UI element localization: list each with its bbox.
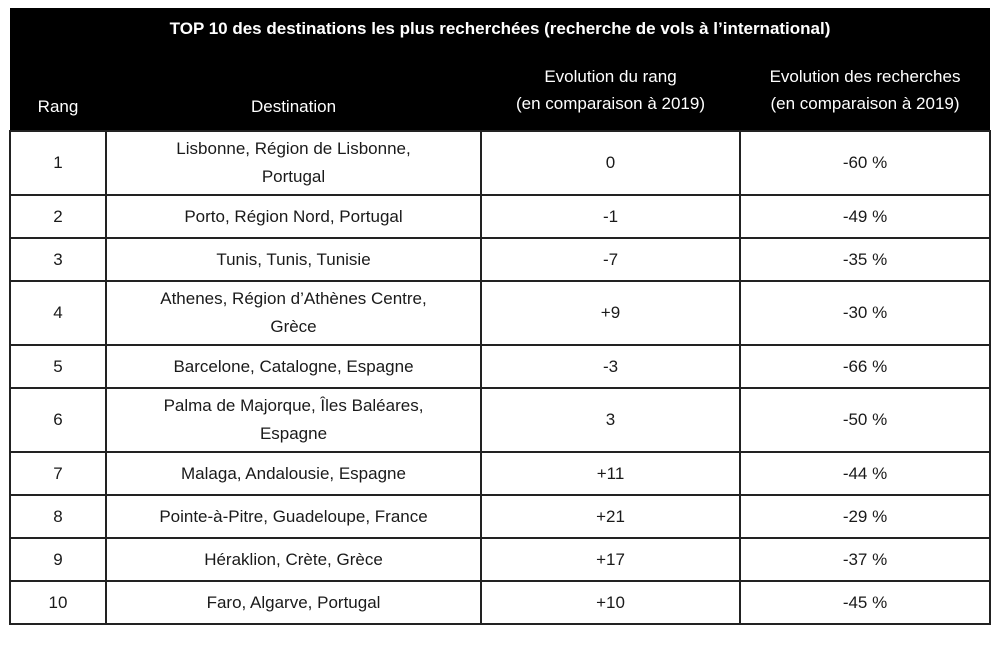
cell-destination [106,495,481,538]
table-row [10,131,990,195]
table-title: TOP 10 des destinations les plus recherchées (recherche de vols à l’international) [10,8,990,50]
cell-destination [106,238,481,281]
cell-evolution-rang: +17 [481,538,740,581]
cell-evolution-rang: +9 [481,281,740,345]
cell-rang: 8 [10,495,106,538]
destination-line1: Palma de Majorque, Îles Baléares, [163,396,424,415]
cell-destination [106,388,481,452]
table-header [10,8,990,131]
destination-line1: Athenes, Région d’Athènes Centre, [160,289,427,308]
cell-rang: 9 [10,538,106,581]
cell-rang: 5 [10,345,106,388]
column-header-evolution-recherches [740,50,990,131]
cell-evolution-recherches: -29 % [740,495,990,538]
cell-evolution-rang: 3 [481,388,740,452]
cell-destination [106,345,481,388]
cell-evolution-recherches: -37 % [740,538,990,581]
cell-rang: 2 [10,195,106,238]
cell-evolution-recherches: -35 % [740,238,990,281]
cell-rang: 7 [10,452,106,495]
destination-line1: Porto, Région Nord, Portugal [184,206,403,226]
cell-destination [106,581,481,624]
destination-line1: Barcelone, Catalogne, Espagne [173,356,414,376]
cell-rang: 3 [10,238,106,281]
column-header-evolution-rang-line2: (en comparaison à 2019) [515,94,705,113]
cell-rang: 4 [10,281,106,345]
column-header-evolution-rang [481,50,740,131]
cell-evolution-rang: +10 [481,581,740,624]
destination-line1: Tunis, Tunis, Tunisie [216,249,371,269]
cell-evolution-rang: -3 [481,345,740,388]
cell-destination [106,131,481,195]
cell-destination [106,195,481,238]
destinations-table [9,8,991,625]
cell-destination [106,452,481,495]
column-header-rang: Rang [10,50,106,131]
cell-evolution-recherches: -60 % [740,131,990,195]
destination-line1: Faro, Algarve, Portugal [206,592,381,612]
table-row [10,495,990,538]
destination-line2: Grèce [270,317,317,336]
cell-evolution-rang: +21 [481,495,740,538]
cell-evolution-recherches: -66 % [740,345,990,388]
column-header-evolution-rang-line1: Evolution du rang [544,67,677,86]
table-row [10,281,990,345]
table-row [10,452,990,495]
cell-evolution-rang: 0 [481,131,740,195]
cell-evolution-recherches: -45 % [740,581,990,624]
cell-evolution-recherches: -30 % [740,281,990,345]
cell-evolution-recherches: -49 % [740,195,990,238]
table-row [10,195,990,238]
table-row [10,581,990,624]
cell-destination [106,538,481,581]
cell-evolution-recherches: -50 % [740,388,990,452]
table-row [10,538,990,581]
destination-line2: Espagne [259,424,328,443]
cell-rang: 10 [10,581,106,624]
destination-line1: Pointe-à-Pitre, Guadeloupe, France [159,506,428,526]
destination-line1: Héraklion, Crète, Grèce [204,549,383,569]
table-row [10,238,990,281]
cell-evolution-rang: +11 [481,452,740,495]
cell-rang: 1 [10,131,106,195]
cell-rang: 6 [10,388,106,452]
destination-line1: Lisbonne, Région de Lisbonne, [176,139,411,158]
table-row [10,388,990,452]
destination-line1: Malaga, Andalousie, Espagne [181,463,406,483]
cell-evolution-recherches: -44 % [740,452,990,495]
cell-evolution-rang: -1 [481,195,740,238]
cell-destination [106,281,481,345]
table-row [10,345,990,388]
cell-evolution-rang: -7 [481,238,740,281]
table-body [10,131,990,624]
column-header-evolution-recherches-line1: Evolution des recherches [769,67,961,86]
destination-line2: Portugal [261,167,326,186]
column-header-evolution-recherches-line2: (en comparaison à 2019) [770,94,960,113]
destinations-table-container [9,8,989,625]
column-header-destination: Destination [106,50,481,131]
